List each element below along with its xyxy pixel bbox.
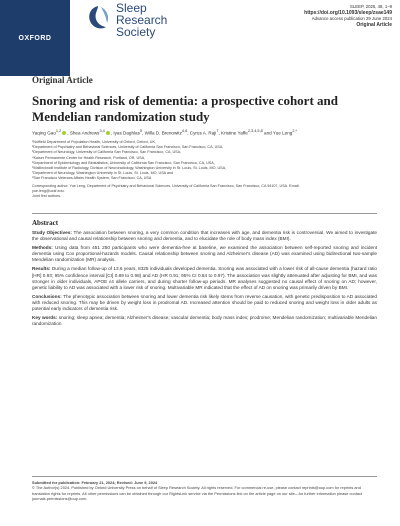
author-name: Cyrus A. Raji xyxy=(189,130,217,136)
abstract-section-label: Methods: xyxy=(32,245,56,251)
abstract-section-text: The association between snoring, a very common condition that increases with age, and dementia risk is controversial. We aimed to investigate the observational and causal relationship between snoring and dementia, and to elucidate the role of body mass index (BMI). xyxy=(32,230,377,242)
brand-line-3: Society xyxy=(116,25,156,39)
sleep-society-logo-icon xyxy=(84,4,112,32)
journal-header xyxy=(0,0,400,76)
abstract-section-label: Results: xyxy=(32,266,52,272)
author-name: Kristine Yaffe xyxy=(221,130,248,136)
author-list: Yaqing Gao$^{1,2}$ , Shea Andrews$^{3,4}$ , Iyas Daghlas$^5$, Willa D. Brenowitz$^{4,6}$, Cyrus A. Raji$^7$, Kristine Yaffe$^{2,3,4,5,8}$ and Yue Leng$^{2,*}$ xyxy=(32,129,298,136)
affiliation-line: ²Department of Psychiatry and Behavioral Sciences, University of California San Francisco, San Francisco, CA, USA, xyxy=(32,145,224,150)
author-affiliation-sup: 3,4 xyxy=(99,129,105,133)
orcid-icon[interactable] xyxy=(62,131,66,135)
author-affiliation-sup: 1,2 xyxy=(55,129,62,133)
abstract-section xyxy=(32,315,377,327)
author-name: Yaqing Gao xyxy=(32,130,56,136)
citation: SLEEP, 2025, 48, 1–9 xyxy=(350,4,392,9)
submitted-date: Submitted for publication: February 21, 2024; xyxy=(32,480,116,485)
author-affiliation-sup: 2,* xyxy=(292,129,298,133)
advance-access: Advance access publication 29 June 2024 xyxy=(311,16,392,21)
divider-top xyxy=(32,213,377,214)
brand-line-2: Research xyxy=(116,13,168,27)
article-title: Snoring and risk of dementia: a prospective cohort and Mendelian randomization study xyxy=(32,93,338,124)
affiliation-line: ⁵Department of Epidemiology and Biostatistics, University of California San Francisco, San Francisco, CA, USA, xyxy=(32,160,215,165)
abstract-section-label: Conclusions: xyxy=(32,293,64,299)
abstract-section xyxy=(32,266,377,290)
article-meta xyxy=(304,4,392,28)
abstract-section-label: Study Objectives: xyxy=(32,230,74,235)
abstract-section xyxy=(32,245,377,263)
abstract-body xyxy=(32,230,377,330)
abstract-section-text: The phenotypic association between snoring and lower dementia risk likely stems from reverse causation, with genetic predisposition to AD associated with reduced snoring. This may be driven by weight loss in prodromal AD. Increased attention should be paid to reduced snoring and weight loss in older adults as potential early indicators of dementia risk. xyxy=(32,293,377,312)
correspondence-line: Joint first authors. xyxy=(32,194,62,199)
affiliation-line: ⁸San Francisco Veterans Affairs Health System, San Francisco, CA, USA xyxy=(32,176,152,181)
meta-article-type: Original Article xyxy=(356,22,392,28)
affiliation-line: ⁶Mallinckrodt Institute of Radiology, Division of Neuroradiology, Washington University in St. Louis, St. Louis, MO, USA, xyxy=(32,166,227,171)
footer-note xyxy=(32,480,377,502)
abstract-section-text: snoring; sleep apnea; dementia; Alzheimer's disease; vascular dementia; body mass index; prodrome; Mendelian randomization; multivariable Mendelian randomization xyxy=(32,315,377,327)
abstract-section-label: Key words: xyxy=(32,315,59,321)
brand-line-1: Sleep xyxy=(116,1,147,15)
author-name: Yue Leng xyxy=(272,130,293,136)
copyright-text: © The Author(s) 2024. Published by Oxford University Press on behalf of Sleep Research Society. All rights reserved. For commercial re-use, please contact reprints@oup.com for reprints and translation rights for reprints. All other permissions can be obtained through our RightsLink service via the Permissions link on the article page on our site—for further information please contact journals.permissions@oup.com. xyxy=(32,485,363,502)
revised-date: Revised: June 9, 2024 xyxy=(116,480,158,485)
abstract-section-text: During a median follow-up of 13.6 years, 8325 individuals developed dementia. Snoring was associated with a lower risk of all-cause dementia (hazard ratio [HR] 0.93; 95% confidence interval [CI] 0.89 to 0.98) and AD (HR 0.91; 95% CI 0.84 to 0.97). The association was slightly attenuated after adjusting for BMI, and was stronger in older individuals, APOE ε4 allele carriers, and during shorter follow-up periods. MR analyses suggested no causal effect of snoring on AD; however, genetic liability to AD was associated with a lower risk of snoring. Multivariable MR indicated that the effect of AD on snoring was primarily driven by BMI. xyxy=(32,266,377,290)
article-type-heading: Original Article xyxy=(32,75,93,85)
abstract-section xyxy=(32,230,377,242)
orcid-icon[interactable] xyxy=(106,131,110,135)
author-affiliation-sup: 2,3,4,5,8 xyxy=(247,129,263,133)
author-name: Iyas Daghlas xyxy=(113,130,140,136)
affiliation-line: ⁴Kaiser Permanente Center for Health Research, Portland, OR, USA, xyxy=(32,155,146,160)
correspondence-email[interactable]: yue.leng@ucsf.edu. xyxy=(32,188,65,193)
affiliation-line: ¹Nuffield Department of Population Health, University of Oxford, Oxford, UK, xyxy=(32,140,156,144)
oxford-logo xyxy=(0,0,70,76)
affiliation-line: ³Department of Neurology, University of California San Francisco, San Francisco, CA, USA, xyxy=(32,150,182,155)
divider-bottom xyxy=(32,476,377,477)
author-affiliation-sup: 4,6 xyxy=(181,129,188,133)
author-affiliation-sup: 7 xyxy=(216,129,219,133)
journal-brand xyxy=(116,2,167,38)
author-name: Willa D. Brenowitz xyxy=(144,130,182,136)
abstract-section-text: Using data from 451 250 participants who were dementia-free at baseline, we examined the association between self-reported snoring and incident dementia using Cox proportional-hazards models. Causal relationship between snoring and Alzheimer's disease (AD) was examined using bidirectional two-sample Mendelian randomization (MR) analysis. xyxy=(32,245,377,263)
correspondence-line: Corresponding author. Yue Leng, Department of Psychiatry and Behavioral Sciences, University of California San Francisco, San Francisco, CA 94107, USA. Email: xyxy=(32,183,300,188)
author-name: Shea Andrews xyxy=(69,130,100,136)
doi-link[interactable]: https://doi.org/10.1093/sleep/zsae149 xyxy=(304,10,392,16)
abstract-heading: Abstract xyxy=(32,219,59,227)
affiliation-line: ⁷Department of Neurology, Washington University in St. Louis, St. Louis, MO, USA and xyxy=(32,171,174,176)
publisher-name: OXFORD xyxy=(18,34,52,42)
author-affiliation-sup: 5 xyxy=(139,129,143,133)
affiliations xyxy=(32,140,377,199)
abstract-section xyxy=(32,294,377,312)
